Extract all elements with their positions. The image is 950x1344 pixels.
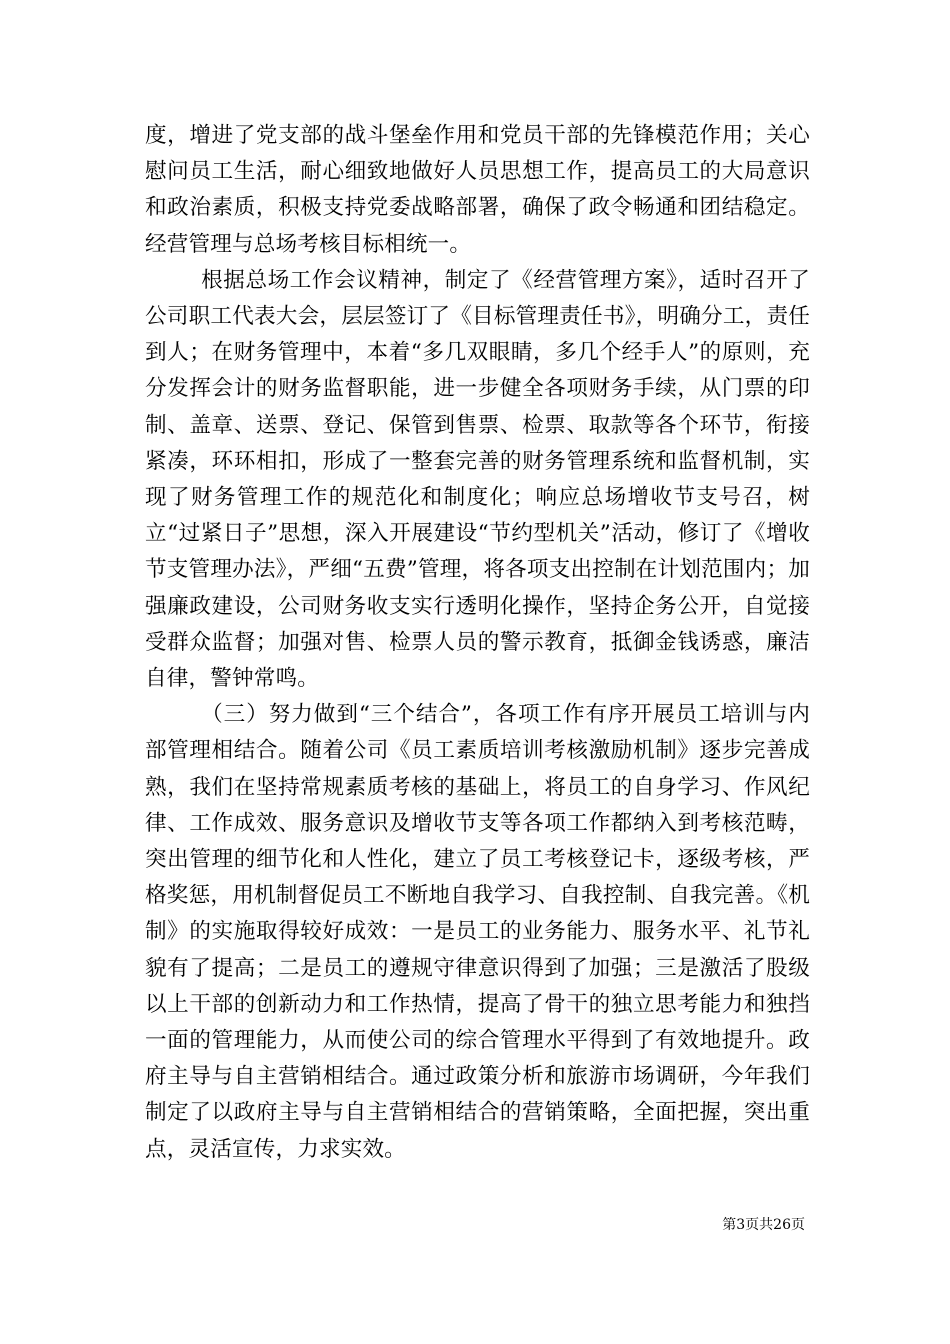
page-number: 第3页共26页 xyxy=(722,1217,805,1233)
document-body xyxy=(145,118,810,1168)
paragraph-three-combinations: （三）努力做到“三个结合”，各项工作有序开展员工培训与内部管理相结合。随着公司《员工素质培训考核激励机制》逐步完善成熟，我们在坚持常规素质考核的基础上，将员工的自身学习、作风纪律、工作成效、服务意识及增收节支等各项工作都纳入到考核范畴，突出管理的细节化和人性化，建立了员工考核登记卡，逐级考核，严格奖惩，用机制督促员工不断地自我学习、自我控制、自我完善。《机制》的实施取得较好成效：一是员工的业务能力、服务水平、礼节礼貌有了提高；二是员工的遵规守律意识得到了加强；三是激活了股级以上干部的创新动力和工作热情，提高了骨干的独立思考能力和独挡一面的管理能力，从而使公司的综合管理水平得到了有效地提升。政府主导与自主营销相结合。通过政策分析和旅游市场调研，今年我们制定了以政府主导与自主营销相结合的营销策略，全面把握，突出重点，灵活宣传，力求实效。 xyxy=(145,702,810,1162)
paragraph-management: 根据总场工作会议精神，制定了《经营管理方案》，适时召开了公司职工代表大会，层层签订了《目标管理责任书》，明确分工，责任到人；在财务管理中，本着“多几双眼睛，多几个经手人”的原则，充分发挥会计的财务监督职能，进一步健全各项财务手续，从门票的印制、盖章、送票、登记、保管到售票、检票、取款等各个环节，衔接紧凑，环环相扣，形成了一整套完善的财务管理系统和监督机制，实现了财务管理工作的规范化和制度化；响应总场增收节支号召，树立“过紧日子”思想，深入开展建设“节约型机关”活动，修订了《增收节支管理办法》，严细“五费”管理，将各项支出控制在计划范围内；加强廉政建设，公司财务收支实行透明化操作，坚持企务公开，自觉接受群众监督；加强对售、检票人员的警示教育，抵御金钱诱惑，廉洁自律，警钟常鸣。 xyxy=(145,267,810,692)
paragraph-continuation: 度，增进了党支部的战斗堡垒作用和党员干部的先锋模范作用；关心慰问员工生活，耐心细致地做好人员思想工作，提高员工的大局意识和政治素质，积极支持党委战略部署，确保了政令畅通和团结稳定。经营管理与总场考核目标相统一。 xyxy=(145,123,810,257)
